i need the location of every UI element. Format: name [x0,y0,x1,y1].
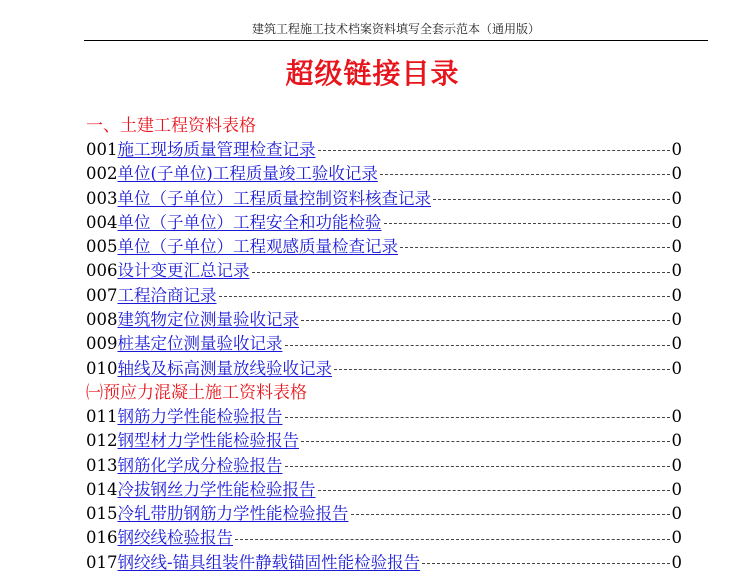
dot-leader [351,514,670,516]
toc-entry [86,332,682,356]
entry-number: 009 [86,334,118,354]
toc-hyperlink[interactable]: 钢绞线-锚具组装件静载锚固性能检验报告 [117,552,421,572]
toc-hyperlink[interactable]: 施工现场质量管理检查记录 [117,140,316,159]
toc-hyperlink[interactable]: 冷拔钢丝力学性能检验报告 [117,479,316,499]
page-number: 0 [671,431,682,451]
page-number: 0 [671,528,682,548]
dot-leader [318,150,670,152]
toc-hyperlink[interactable]: 单位（子单位）工程质量控制资料核查记录 [117,188,431,208]
dot-leader [400,247,670,249]
toc-hyperlink[interactable]: 冷轧带肋钢筋力学性能检验报告 [117,504,349,524]
page-number: 0 [671,358,682,378]
toc-hyperlink[interactable]: 钢绞线检验报告 [117,528,233,548]
toc-entry [86,357,682,381]
toc-hyperlink[interactable]: 单位（子单位）工程安全和功能检验 [117,212,382,232]
dot-leader [334,369,670,371]
page-number: 0 [671,310,682,330]
page-number: 0 [671,406,682,426]
dot-leader [285,345,670,347]
dot-leader [252,272,670,274]
toc-entry [86,259,682,283]
section-heading: 一、土建工程资料表格 [86,116,256,136]
dot-leader [301,441,670,443]
toc-hyperlink[interactable]: 轴线及标高测量放线验收记录 [117,358,332,378]
dot-leader [384,223,670,225]
dot-leader [380,174,670,176]
toc-entry [86,429,682,453]
page-number: 0 [671,261,682,281]
dot-leader [422,563,669,565]
page-number: 0 [671,504,682,524]
toc-entry [86,162,682,186]
toc-hyperlink[interactable]: 工程洽商记录 [117,285,217,305]
toc-entry [86,138,682,162]
dot-leader [285,417,670,419]
entry-number: 002 [86,164,118,184]
toc-hyperlink[interactable]: 钢筋力学性能检验报告 [117,406,283,426]
toc-entry [86,187,682,211]
toc-list [86,114,682,575]
toc-hyperlink[interactable]: 建筑物定位测量验收记录 [117,310,299,330]
entry-number: 008 [86,310,118,330]
toc-entry [86,308,682,332]
toc-hyperlink[interactable]: 设计变更汇总记录 [117,261,250,281]
page-number: 0 [671,455,682,475]
header-divider [84,40,708,41]
section-heading: ㈠预应力混凝土施工资料表格 [86,382,307,403]
toc-entry [86,478,682,502]
entry-number: 012 [86,431,118,451]
entry-number: 007 [86,285,118,305]
toc-entry [86,526,682,550]
dot-leader [433,199,670,201]
dot-leader [219,296,670,298]
entry-number: 001 [86,140,118,159]
page-number: 0 [671,212,682,232]
dot-leader [235,539,670,541]
toc-hyperlink[interactable]: 桩基定位测量验收记录 [117,334,283,354]
entry-number: 004 [86,212,118,232]
toc-hyperlink[interactable]: 单位(子单位)工程质量竣工验收记录 [117,164,378,184]
toc-hyperlink[interactable]: 钢型材力学性能检验报告 [117,431,299,451]
page-number: 0 [671,188,682,208]
toc-hyperlink[interactable]: 钢筋化学成分检验报告 [117,455,283,475]
entry-number: 017 [86,552,118,572]
toc-entry [86,551,682,575]
entry-number: 016 [86,528,118,548]
dot-leader [301,320,670,322]
entry-number: 015 [86,504,118,524]
page-number: 0 [671,237,682,257]
toc-hyperlink[interactable]: 单位（子单位）工程观感质量检查记录 [117,237,398,257]
entry-number: 011 [86,406,118,426]
page-number: 0 [671,140,682,159]
toc-entry [86,454,682,478]
page-number: 0 [671,334,682,354]
entry-number: 010 [86,358,118,378]
entry-number: 005 [86,237,118,257]
page-number: 0 [671,479,682,499]
page-number: 0 [671,164,682,184]
toc-entry [86,405,682,429]
toc-entry [86,284,682,308]
toc-entry [86,502,682,526]
dot-leader [285,466,670,468]
page-title: 超级链接目录 [285,57,460,90]
page-number: 0 [671,552,682,572]
entry-number: 014 [86,479,118,499]
entry-number: 006 [86,261,118,281]
toc-entry [86,211,682,235]
entry-number: 013 [86,455,118,475]
entry-number: 003 [86,188,118,208]
toc-entry [86,235,682,259]
page-header: 建筑工程施工技术档案资料填写全套示范本（通用版） [251,22,540,36]
dot-leader [318,490,670,492]
page-number: 0 [671,285,682,305]
